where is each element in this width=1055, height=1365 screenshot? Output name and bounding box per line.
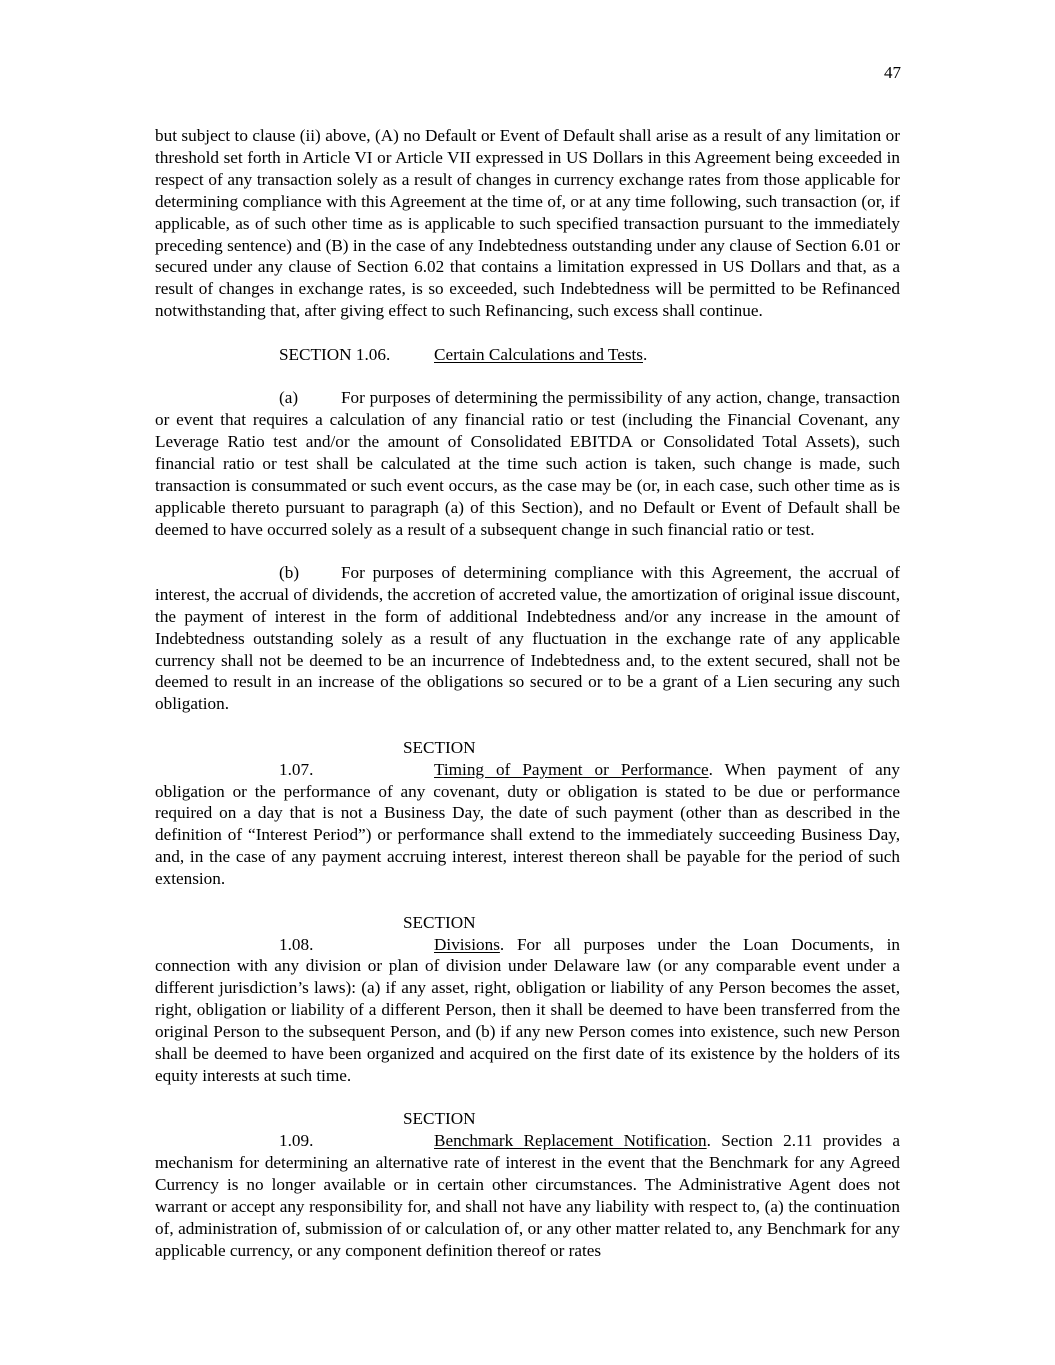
clause-text: For purposes of determining compliance with this Agreement, the accrual of interest, the accrual of dividends, the accretion of accreted value, the amortization of original issue discount, the payment of interest in the form of additional Indebtedness and/or any increase in the amount of Indebtedness outstanding solely as a result of any fluctuation in the exchange rate of any applicable currency shall not be deemed to be an incurrence of Indebtedness and, to the extent secured, shall not be deemed to result in an increase of the obligations so secured or to be a grant of a Lien securing any such obligation. [155,562,900,714]
section-text: . For all purposes under the Loan Documents, in connection with any division or plan of division under Delaware law (or any comparable event under a different jurisdiction’s laws): (a) if any asset, right, obligation or liability of any Person becomes the asset, right, obligation or liability of a different Person, then it shall be deemed to have been transferred from the original Person to the subsequent Person, and (b) if any new Person comes into existence, such new Person shall be deemed to have been organized and acquired on the first date of its existence by the holders of its equity interests at such time. [155,934,900,1085]
paragraph-continuation: but subject to clause (ii) above, (A) no Default or Event of Default shall arise as a result of any limitation or threshold set forth in Article VI or Article VII expressed in US Dollars in this Agreement being exceeded in respect of any transaction solely as a result of changes in currency exchange rates from those applicable for determining compliance with this Agreement at the time of, or at any time following, such transaction (or, if applicable, as of such other time as is applicable to such specified transaction pursuant to the immediately preceding sentence) and (B) in the case of any Indebtedness outstanding under any clause of Section 6.01 or secured under any clause of Section 6.02 that contains a limitation expressed in US Dollars and that, as a result of changes in exchange rates, is so exceeded, such Indebtedness will be permitted to be Refinanced notwithstanding that, after giving effect to such Refinancing, such excess shall continue. [155,126,900,321]
section-title-period: . [643,344,648,364]
section-title: Divisions [434,934,500,954]
section-number: SECTION 1.06. [279,344,391,364]
section-text: . When payment of any obligation or the performance of any covenant, duty or obligation is stated to be due or performance required on a day that is not a Business Day, the date of such payment (other than as described in the definition of “Interest Period”) or performance shall extend to the immediately succeeding Business Day, and, in the case of any payment accruing interest, interest thereon shall be payable for the period of such extension. [155,759,900,889]
clause-text: For purposes of determining the permissibility of any action, change, transaction or event that requires a calculation of any financial ratio or test (including the Financial Covenant, any Leverage Ratio test and/or the amount of Consolidated EBITDA or Consolidated Total Assets), such financial ratio or test shall be calculated at the time such action is taken, such change is made, such transaction is consummated or such event occurs, as the case may be (or, in each case, such other time as is applicable thereto pursuant to paragraph (a) of this Section), and no Default or Event of Default shall be deemed to have occurred solely as a result of a subsequent change in such financial ratio or test. [155,388,900,539]
section-1-06-paragraph-b [155,562,900,715]
section-1-06-heading [155,344,900,366]
section-title: Timing of Payment or Performance [434,759,709,779]
page-number: 47 [884,63,901,82]
section-number: SECTION 1.07. [279,737,476,779]
section-text: . Section 2.11 provides a mechanism for determining an alternative rate of interest in the event that the Benchmark for any Agreed Currency is no longer available or in certain other circumstances. The Administrative Agent does not warrant or accept any responsibility for, and shall not have any liability with respect to, (a) the continuation of, administration of, submission of or calculation of, or any other matter related to, any Benchmark for any applicable currency, or any component definition thereof or rates [155,1131,900,1260]
clause-label: (a) [279,388,299,408]
section-number: SECTION 1.09. [279,1109,476,1151]
section-1-09 [155,1108,900,1261]
section-number: SECTION 1.08. [279,912,476,954]
section-1-07 [155,737,900,890]
section-title: Certain Calculations and Tests [434,344,643,364]
section-1-08 [155,912,900,1087]
clause-label: (b) [279,562,300,582]
section-1-06-paragraph-a [155,387,900,540]
section-title: Benchmark Replacement Notification [434,1131,707,1151]
document-body [155,125,900,1283]
